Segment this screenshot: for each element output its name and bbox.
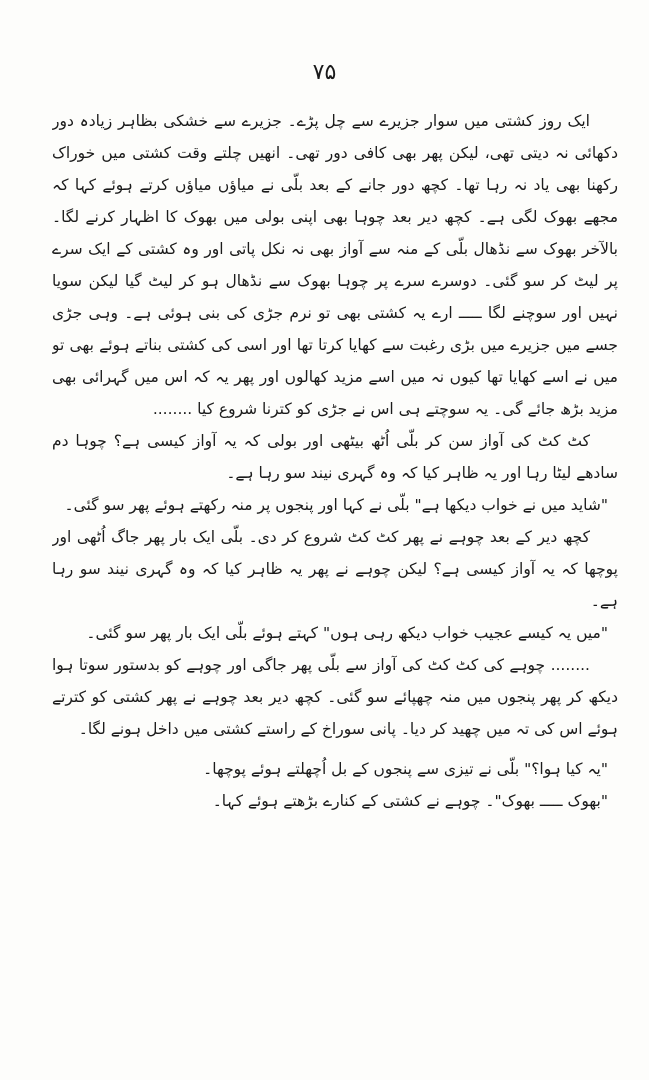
page-number: ۷۵	[312, 60, 337, 85]
paragraph-2: کٹ کٹ کی آواز سن کر بلّی اُٹھ بیٹھی اور بولی کہ یہ آواز کیسی ہے؟ چوہا دم سادھے لیٹا رہا اور یہ ظاہر کیا کہ وہ گہری نیند سو رہا ہے۔	[52, 432, 618, 482]
paragraph-8: "بھوک ـــــ بھوک"۔ چوہے نے کشتی کے کنارے بڑھتے ہوئے کہا۔	[212, 792, 608, 810]
paragraph-7: "یہ کیا ہوا؟" بلّی نے تیزی سے پنجوں کے بل اُچھلتے ہوئے پوچھا۔	[203, 760, 608, 778]
paragraph-4: کچھ دیر کے بعد چوہے نے پھر کٹ کٹ شروع کر دی۔ بلّی ایک بار پھر جاگ اُٹھی اور پوچھا کہ یہ آواز کیسی ہے؟ لیکن چوہے نے پھر یہ ظاہر کیا کہ وہ گہری نیند سو رہا ہے۔	[52, 528, 618, 610]
paragraph-6: ........ چوہے کی کٹ کٹ کی آواز سے بلّی پھر جاگی اور چوہے کو بدستور سوتا ہوا دیکھ کر پھر پنجوں میں منہ چھپائے سو گئی۔ کچھ دیر بعد چوہے نے پھر کشتی کو کترتے ہوئے اس کی تہ میں چھید کر دیا۔ پانی سوراخ کے راستے کشتی میں داخل ہونے لگا۔	[52, 656, 618, 738]
story-text	[52, 105, 618, 1065]
paragraph-3: "شاید میں نے خواب دیکھا ہے" بلّی نے کہا اور پنجوں پر منہ رکھتے ہوئے پھر سو گئی۔	[64, 496, 608, 514]
paragraph-5: "میں یہ کیسے عجیب خواب دیکھ رہی ہوں" کہتے ہوئے بلّی ایک بار پھر سو گئی۔	[86, 624, 608, 642]
paragraph-1: ایک روز کشتی میں سوار جزیرے سے چل پڑے۔ جزیرے سے خشکی بظاہر زیادہ دور دکھائی نہ دیتی تھی، لیکن پھر بھی کافی دور تھی۔ انھیں چلتے وقت کشتی میں خوراک رکھنا بھی یاد نہ رہا تھا۔ کچھ دور جانے کے بعد بلّی نے میاؤں میاؤں کرتے ہوئے کہا کہ مجھے بھوک لگی ہے۔ کچھ دیر بعد چوہا بھی اپنی بولی میں بھوک کا اظہار کرنے لگا۔ بالآخر بھوک سے نڈھال بلّی کے منہ سے آواز بھی نہ نکل پاتی اور وہ کشتی کے ایک سرے پر لیٹ کر سو گئی۔ دوسرے سرے پر چوہا بھوک سے نڈھال ہو کر لیٹ گیا لیکن سویا نہیں اور سوچنے لگا ـــــ ارے یہ کشتی بھی تو نرم جڑی کی بنی ہوئی ہے۔ وہی جڑی جسے میں جزیرے میں بڑی رغبت سے کھایا کرتا تھا اور اسی کی کشتی بناتے ہوئے بھی تو میں نے اسے کھایا تھا کیوں نہ میں اسے مزید کھالوں اور پھر یہ کہ اس میں گہرائی بھی مزید بڑھ جائے گی۔ یہ سوچتے ہی اس نے جڑی کو کترنا شروع کیا ........	[52, 112, 618, 418]
